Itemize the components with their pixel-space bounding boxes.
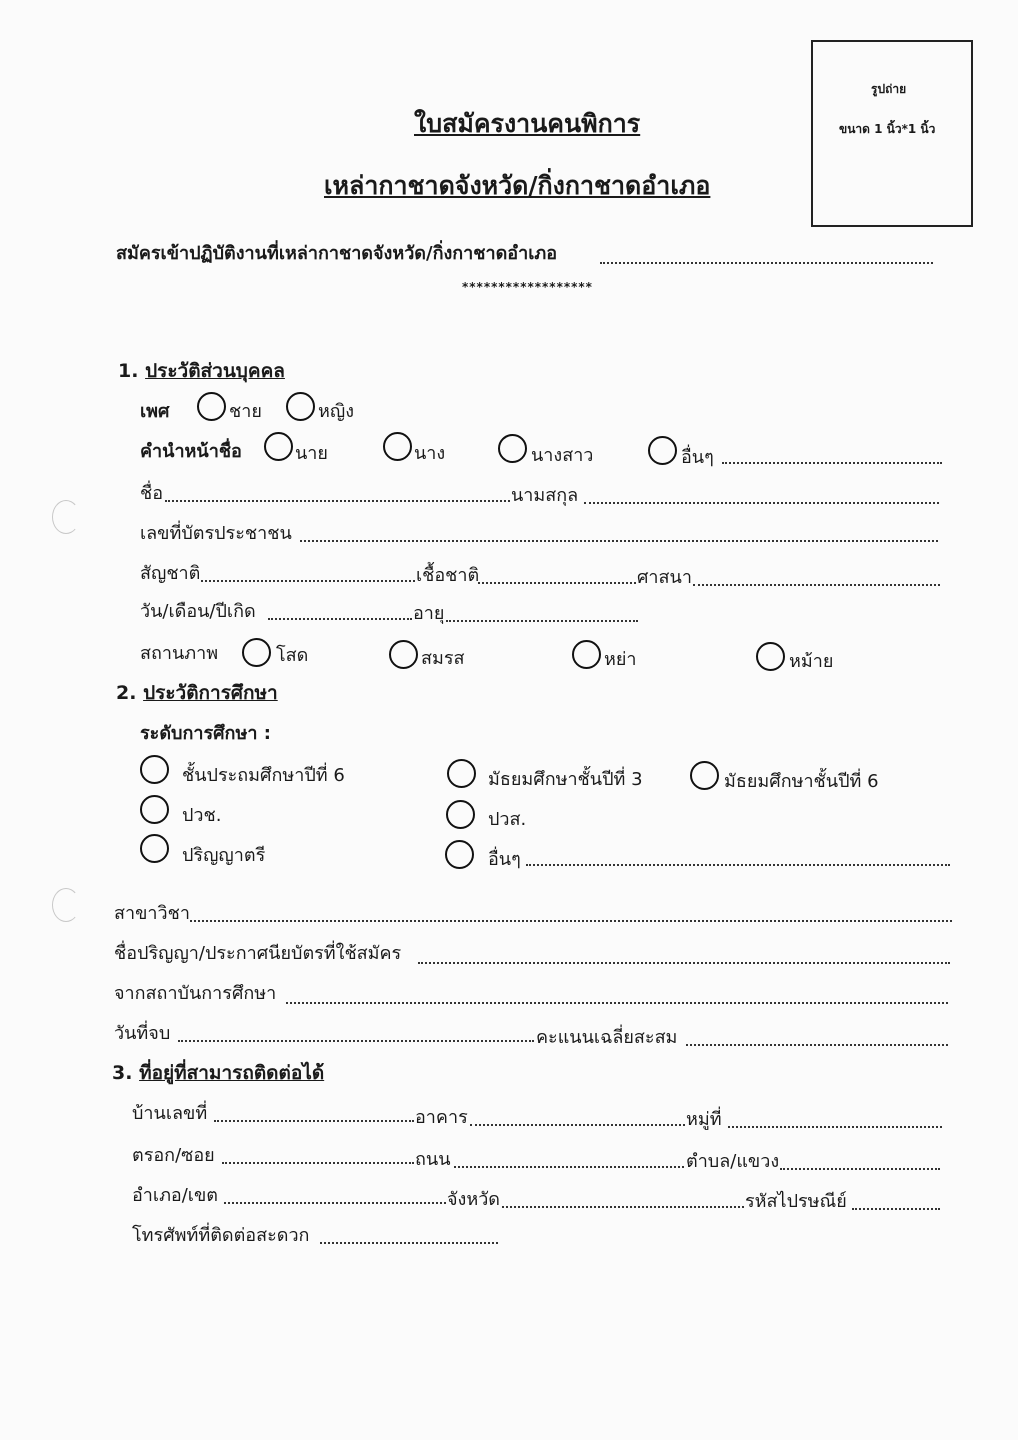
gpa-label: คะแนนเฉลี่ยสะสม — [536, 1027, 678, 1048]
graduation-date-field[interactable] — [178, 1040, 534, 1042]
village-no-label: หมู่ที่ — [686, 1109, 722, 1130]
prefix-miss-label: นางสาว — [531, 445, 594, 466]
dob-field[interactable] — [268, 618, 412, 620]
alley-label: ตรอก/ซอย — [132, 1145, 215, 1166]
age-field[interactable] — [446, 620, 638, 622]
status-single-label: โสด — [276, 645, 309, 666]
age-label: อายุ — [413, 603, 445, 624]
prefix-other-label: อื่นๆ — [681, 447, 714, 468]
photo-size: ขนาด 1 นิ้ว*1 นิ้ว — [839, 122, 936, 136]
village-no-field[interactable] — [728, 1126, 942, 1128]
punch-hole-mark — [52, 500, 80, 534]
religion-field[interactable] — [693, 584, 940, 586]
status-divorced-label: หย่า — [604, 649, 637, 670]
province-label: จังหวัด — [447, 1189, 500, 1210]
phone-field[interactable] — [320, 1242, 498, 1244]
postal-code-field[interactable] — [852, 1208, 940, 1210]
phone-label: โทรศัพท์ที่ติดต่อสะดวก — [132, 1225, 310, 1246]
prefix-miss-radio[interactable] — [498, 434, 527, 463]
first-name-label: ชื่อ — [140, 483, 164, 504]
building-label: อาคาร — [415, 1107, 468, 1128]
road-label: ถนน — [415, 1149, 451, 1170]
edu-pvc-label: ปวช. — [182, 805, 222, 826]
first-name-field[interactable] — [165, 500, 510, 502]
status-divorced-radio[interactable] — [572, 640, 601, 669]
gender-female-radio[interactable] — [286, 392, 315, 421]
status-married-label: สมรส — [421, 648, 465, 669]
major-label: สาขาวิชา — [114, 903, 190, 924]
major-field[interactable] — [190, 920, 952, 922]
subdistrict-label: ตำบล/แขวง — [686, 1151, 780, 1172]
edu-p6-radio[interactable] — [140, 755, 169, 784]
alley-field[interactable] — [222, 1162, 414, 1164]
subdistrict-field[interactable] — [780, 1168, 940, 1170]
photo-box — [811, 40, 973, 227]
apply-location-field[interactable] — [600, 262, 933, 264]
form-title: ใบสมัครงานคนพิการ — [414, 109, 641, 138]
institution-label: จากสถาบันการศึกษา — [114, 983, 277, 1004]
surname-label: นามสกุล — [511, 485, 579, 506]
edu-m3-radio[interactable] — [447, 759, 476, 788]
house-number-label: บ้านเลขที่ — [132, 1103, 208, 1124]
punch-hole-mark — [52, 888, 80, 922]
prefix-other-field[interactable] — [722, 462, 942, 464]
marital-status-label: สถานภาพ — [140, 643, 219, 664]
degree-label: ชื่อปริญญา/ประกาศนียบัตรที่ใช้สมัคร — [114, 943, 402, 964]
gender-label: เพศ — [140, 401, 170, 422]
section-3-heading: 3. ที่อยู่ที่สามารถติดต่อได้ — [112, 1062, 325, 1084]
district-field[interactable] — [224, 1202, 446, 1204]
status-single-radio[interactable] — [242, 638, 271, 667]
race-field[interactable] — [478, 582, 636, 584]
id-card-field[interactable] — [300, 540, 938, 542]
dob-label: วัน/เดือน/ปีเกิด — [140, 601, 256, 622]
apply-location-label: สมัครเข้าปฏิบัติงานที่เหล่ากาชาดจังหวัด/กิ่งกาชาดอำเภอ — [116, 243, 558, 264]
prefix-mrs-label: นาง — [414, 443, 446, 464]
edu-pvs-radio[interactable] — [446, 800, 475, 829]
edu-other-radio[interactable] — [445, 840, 474, 869]
prefix-other-radio[interactable] — [648, 436, 677, 465]
prefix-label: คำนำหน้าชื่อ — [140, 441, 242, 462]
edu-m6-label: มัธยมศึกษาชั้นปีที่ 6 — [724, 771, 879, 792]
edu-bachelor-radio[interactable] — [140, 834, 169, 863]
edu-bachelor-label: ปริญญาตรี — [182, 845, 266, 866]
gender-female-label: หญิง — [318, 401, 354, 422]
edu-m3-label: มัธยมศึกษาชั้นปีที่ 3 — [488, 769, 643, 790]
road-field[interactable] — [454, 1166, 684, 1168]
photo-label: รูปถ่าย — [871, 82, 907, 96]
edu-p6-label: ชั้นประถมศึกษาปีที่ 6 — [182, 765, 345, 786]
surname-field[interactable] — [584, 502, 939, 504]
gpa-field[interactable] — [686, 1044, 948, 1046]
race-label: เชื้อชาติ — [416, 565, 480, 586]
prefix-mrs-radio[interactable] — [383, 432, 412, 461]
nationality-label: สัญชาติ — [140, 563, 201, 584]
separator-stars: ****************** — [462, 280, 593, 294]
edu-m6-radio[interactable] — [690, 761, 719, 790]
edu-pvc-radio[interactable] — [140, 795, 169, 824]
section-2-heading: 2. ประวัติการศึกษา — [116, 682, 278, 704]
edu-pvs-label: ปวส. — [488, 809, 527, 830]
form-subtitle: เหล่ากาชาดจังหวัด/กิ่งกาชาดอำเภอ — [324, 171, 711, 200]
religion-label: ศาสนา — [637, 567, 692, 588]
postal-code-label: รหัสไปรษณีย์ — [745, 1191, 847, 1212]
district-label: อำเภอ/เขต — [132, 1185, 218, 1206]
status-married-radio[interactable] — [389, 640, 418, 669]
edu-other-field[interactable] — [526, 864, 950, 866]
gender-male-radio[interactable] — [197, 392, 226, 421]
id-card-label: เลขที่บัตรประชาชน — [140, 523, 292, 544]
edu-other-label: อื่นๆ — [488, 849, 521, 870]
institution-field[interactable] — [286, 1002, 948, 1004]
prefix-mr-label: นาย — [295, 443, 328, 464]
graduation-date-label: วันที่จบ — [114, 1023, 171, 1044]
building-field[interactable] — [470, 1124, 685, 1126]
status-widowed-radio[interactable] — [756, 642, 785, 671]
education-level-label: ระดับการศึกษา : — [140, 723, 271, 744]
degree-field[interactable] — [418, 962, 950, 964]
status-widowed-label: หม้าย — [789, 651, 834, 672]
section-1-heading: 1. ประวัติส่วนบุคคล — [118, 360, 285, 382]
gender-male-label: ชาย — [229, 401, 262, 422]
prefix-mr-radio[interactable] — [264, 432, 293, 461]
province-field[interactable] — [502, 1206, 744, 1208]
nationality-field[interactable] — [201, 580, 415, 582]
house-number-field[interactable] — [214, 1120, 414, 1122]
